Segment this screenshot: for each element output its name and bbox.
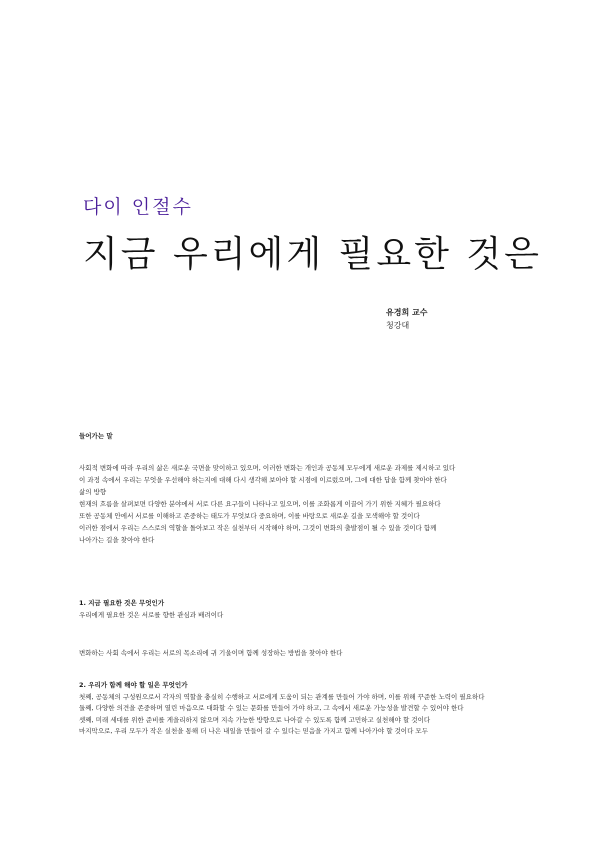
section-2 <box>79 597 515 621</box>
paragraph-line: 삶의 방향 <box>79 488 107 496</box>
document-title: 지금 우리에게 필요한 것은 <box>83 234 542 275</box>
section-intro <box>79 430 515 442</box>
paragraph-line: 나아가는 길을 찾아야 한다 <box>79 536 155 544</box>
paragraph-line: 이 과정 속에서 우리는 무엇을 우선해야 하는지에 대해 다시 생각해 보아야 할 시점에 이르렀으며, 그에 대한 답을 함께 찾아야 한다 <box>79 476 447 484</box>
paragraph-line: 셋째, 미래 세대를 위한 준비를 게을리하지 않으며 지속 가능한 방향으로 나아갈 수 있도록 함께 고민하고 실천해야 할 것이다 <box>79 715 431 724</box>
paragraph-line: 이러한 점에서 우리는 스스로의 역할을 돌아보고 작은 실천부터 시작해야 하며, 그것이 변화의 출발점이 될 수 있을 것이다 함께 <box>79 524 437 532</box>
paragraph-line: 또한 공동체 안에서 서로를 이해하고 존중하는 태도가 무엇보다 중요하며, 이를 바탕으로 새로운 길을 모색해야 할 것이다 <box>79 512 420 520</box>
section-heading: 1. 지금 필요한 것은 무엇인가 <box>79 599 165 607</box>
author-affiliation: 청강대 <box>386 321 410 330</box>
section-body-1 <box>79 462 515 546</box>
section-3 <box>79 680 515 738</box>
paragraph-line: 둘째, 다양한 의견을 존중하며 열린 마음으로 대화할 수 있는 문화를 만들어 가야 하고, 그 속에서 새로운 가능성을 발견할 수 있어야 한다 <box>79 704 464 712</box>
section-heading: 2. 우리가 함께 해야 할 일은 무엇인가 <box>79 681 188 689</box>
document-subtitle: 다이 인절수 <box>83 196 193 218</box>
paragraph-line: 우리에게 필요한 것은 서로를 향한 관심과 배려이다 <box>79 611 224 619</box>
paragraph-line: 변화하는 사회 속에서 우리는 서로의 목소리에 귀 기울이며 함께 성장하는 방법을 찾아야 한다 <box>79 649 343 657</box>
paragraph-line: 현재의 흐름을 살펴보면 다양한 분야에서 서로 다른 요구들이 나타나고 있으며, 이를 조화롭게 이끌어 가기 위한 지혜가 필요하다 <box>79 500 441 508</box>
section-body-2 <box>79 647 515 659</box>
paragraph-line: 첫째, 공동체의 구성원으로서 각자의 역할을 충실히 수행하고 서로에게 도움이 되는 관계를 만들어 가야 하며, 이를 위해 꾸준한 노력이 필요하다 <box>79 692 485 701</box>
section-heading: 들어가는 말 <box>79 432 113 440</box>
author-name: 유경희 교수 <box>386 308 428 317</box>
paragraph-line: 사회적 변화에 따라 우리의 삶은 새로운 국면을 맞이하고 있으며, 이러한 변화는 개인과 공동체 모두에게 새로운 과제를 제시하고 있다 <box>79 464 456 472</box>
paragraph-line: 마지막으로, 우리 모두가 작은 실천을 통해 더 나은 내일을 만들어 갈 수 있다는 믿음을 가지고 함께 나아가야 할 것이다 모두 <box>79 727 428 735</box>
